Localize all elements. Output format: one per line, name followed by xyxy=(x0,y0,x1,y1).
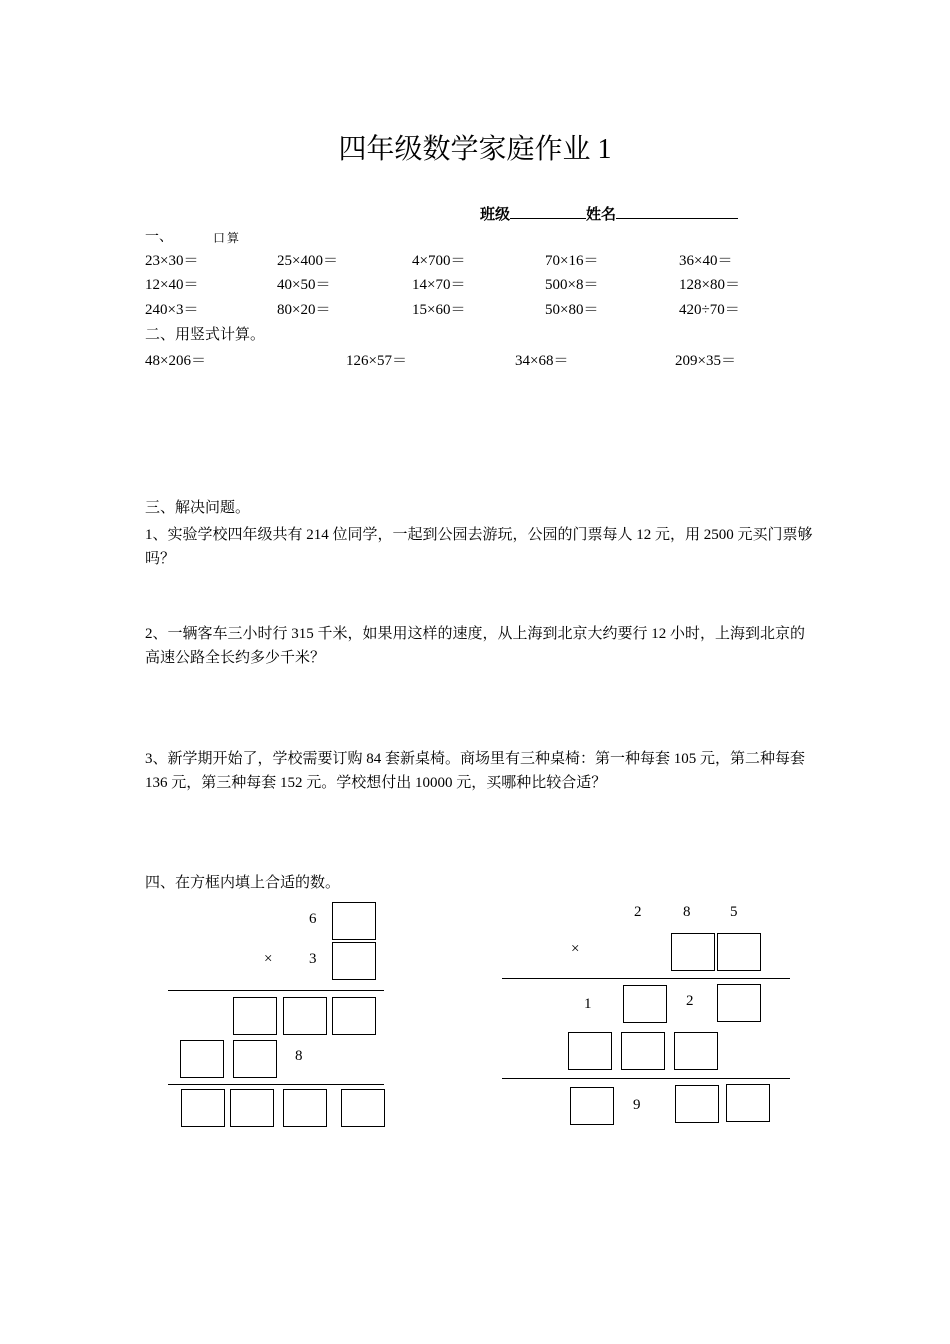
section1-label: 口算 xyxy=(213,231,242,245)
word-problem-1: 1、实验学校四年级共有 214 位同学，一起到公园去游玩，公园的门票每人 12 元，用 2500 元买门票够吗？ xyxy=(145,527,813,567)
puzzle2-top-digit: 8 xyxy=(683,904,691,920)
answer-box[interactable] xyxy=(568,1032,612,1070)
answer-box[interactable] xyxy=(230,1089,274,1127)
mental-math-item: 128×80＝ xyxy=(679,277,740,293)
times-sign: × xyxy=(571,941,580,957)
answer-box[interactable] xyxy=(675,1085,719,1123)
answer-box[interactable] xyxy=(341,1089,385,1127)
answer-box[interactable] xyxy=(332,942,376,980)
mental-math-item: 50×80＝ xyxy=(545,302,599,318)
mental-math-item: 14×70＝ xyxy=(412,277,466,293)
mental-math-item: 70×16＝ xyxy=(545,253,599,269)
divider-line xyxy=(168,1084,384,1085)
puzzle1-multiplier-digit: 3 xyxy=(309,951,317,967)
word-problem-3: 3、新学期开始了，学校需要订购 84 套新桌椅。商场里有三种桌椅：第一种每套 105 元，第二种每套 136 元，第三种每套 152 元。学校想付出 10000 元，买哪种比较合适？ xyxy=(145,751,806,791)
answer-box[interactable] xyxy=(283,997,327,1035)
class-label: 班级 xyxy=(480,207,511,223)
mental-math-item: 4×700＝ xyxy=(412,253,466,269)
answer-box[interactable] xyxy=(332,997,376,1035)
mental-math-item: 420÷70＝ xyxy=(679,302,740,318)
puzzle2-result-digit: 9 xyxy=(633,1097,641,1113)
answer-box[interactable] xyxy=(570,1087,614,1125)
vertical-calc-item: 209×35＝ xyxy=(675,353,736,369)
puzzle2-top-digit: 5 xyxy=(730,904,738,920)
vertical-calc-item: 34×68＝ xyxy=(515,353,569,369)
puzzle2-top-digit: 2 xyxy=(634,904,642,920)
mental-math-item: 500×8＝ xyxy=(545,277,599,293)
puzzle2-row1-digit: 1 xyxy=(584,996,592,1012)
section4-heading: 四、在方框内填上合适的数。 xyxy=(145,875,341,891)
mental-math-item: 15×60＝ xyxy=(412,302,466,318)
divider-line xyxy=(502,978,790,979)
answer-box[interactable] xyxy=(674,1032,718,1070)
vertical-calc-item: 126×57＝ xyxy=(346,353,407,369)
class-blank[interactable] xyxy=(510,204,586,219)
mental-math-item: 40×50＝ xyxy=(277,277,331,293)
section2-heading: 二、用竖式计算。 xyxy=(145,327,266,343)
answer-box[interactable] xyxy=(233,997,277,1035)
section1-number: 一、 xyxy=(145,230,173,245)
divider-line xyxy=(168,990,384,991)
answer-box[interactable] xyxy=(717,984,761,1022)
puzzle1-multiplicand-digit: 6 xyxy=(309,911,317,927)
mental-math-item: 23×30＝ xyxy=(145,253,199,269)
puzzle1-partial-digit: 8 xyxy=(295,1048,303,1064)
answer-box[interactable] xyxy=(180,1040,224,1078)
mental-math-item: 36×40＝ xyxy=(679,253,733,269)
student-info-line xyxy=(480,204,738,223)
section3-heading: 三、解决问题。 xyxy=(145,500,251,516)
mental-math-item: 80×20＝ xyxy=(277,302,331,318)
answer-box[interactable] xyxy=(181,1089,225,1127)
name-blank[interactable] xyxy=(616,204,738,219)
vertical-calc-item: 48×206＝ xyxy=(145,353,206,369)
mental-math-item: 25×400＝ xyxy=(277,253,338,269)
page-title: 四年级数学家庭作业 1 xyxy=(338,134,612,165)
mental-math-item: 12×40＝ xyxy=(145,277,199,293)
divider-line xyxy=(502,1078,790,1079)
answer-box[interactable] xyxy=(621,1032,665,1070)
answer-box[interactable] xyxy=(283,1089,327,1127)
word-problem-2: 2、一辆客车三小时行 315 千米，如果用这样的速度，从上海到北京大约要行 12 小时，上海到北京的高速公路全长约多少千米？ xyxy=(145,626,806,666)
name-label: 姓名 xyxy=(586,207,617,223)
answer-box[interactable] xyxy=(717,933,761,971)
answer-box[interactable] xyxy=(623,985,667,1023)
answer-box[interactable] xyxy=(332,902,376,940)
answer-box[interactable] xyxy=(233,1040,277,1078)
answer-box[interactable] xyxy=(726,1084,770,1122)
answer-box[interactable] xyxy=(671,933,715,971)
mental-math-item: 240×3＝ xyxy=(145,302,199,318)
puzzle2-row1-digit: 2 xyxy=(686,993,694,1009)
times-sign: × xyxy=(264,951,273,967)
